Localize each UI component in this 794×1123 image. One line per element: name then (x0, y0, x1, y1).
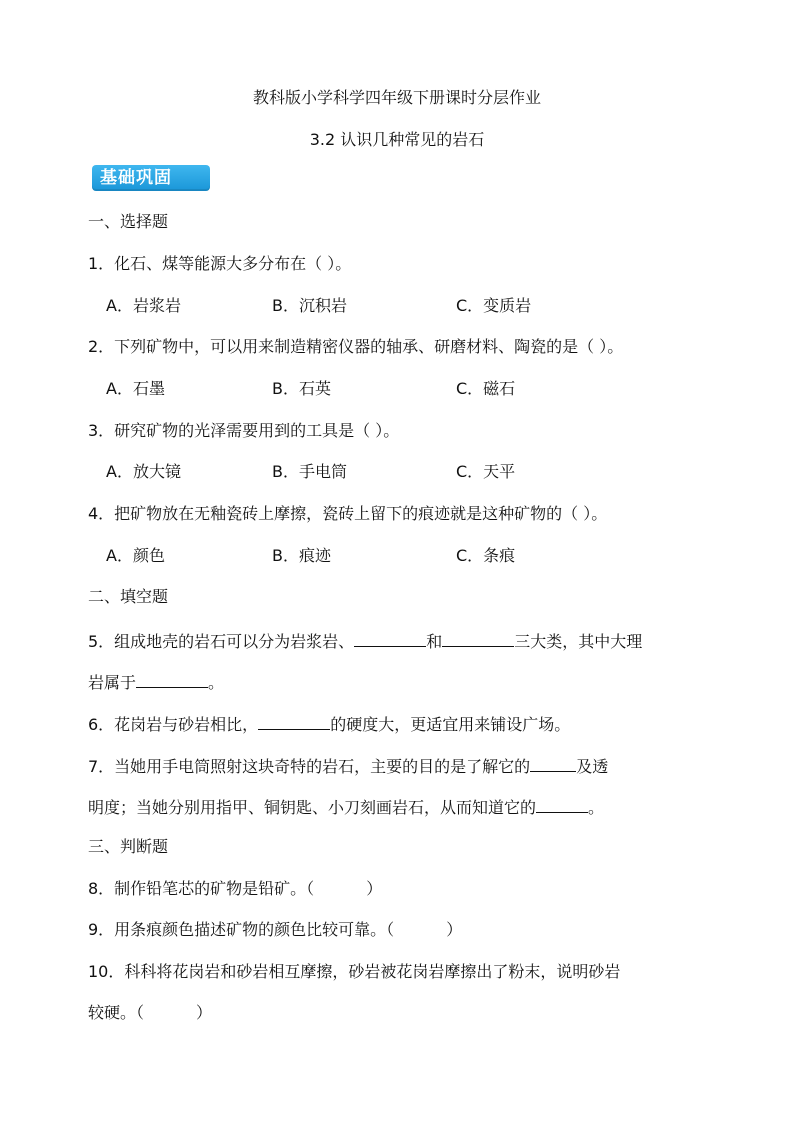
question-6 (88, 712, 570, 735)
q5-blank-1[interactable] (354, 629, 426, 647)
section-heading-choice: 一、选择题 (88, 212, 169, 231)
q5-text-5: 。 (208, 673, 225, 692)
question-1: 1．化石、煤等能源大多分布在（ ）。 (88, 254, 352, 273)
question-3: 3．研究矿物的光泽需要用到的工具是（ ）。 (88, 421, 400, 440)
q10-close-paren: ） (196, 1003, 213, 1022)
section-heading-judge: 三、判断题 (88, 837, 169, 856)
question-10-line-1: 10．科科将花岗岩和砂岩相互摩擦，砂岩被花岗岩摩擦出了粉末，说明砂岩 (88, 962, 621, 981)
q9-text: 9．用条痕颜色描述矿物的颜色比较可靠。（ (88, 920, 395, 939)
q2-option-a: A．石墨 (106, 379, 165, 398)
q7-text-4: 。 (588, 798, 605, 817)
question-7-line-2 (88, 795, 604, 818)
q5-text-4: 岩属于 (88, 673, 137, 692)
q5-blank-3[interactable] (136, 670, 208, 688)
section-heading-fill: 二、填空题 (88, 587, 169, 606)
q1-option-a: A．岩浆岩 (106, 296, 181, 315)
question-2: 2．下列矿物中，可以用来制造精密仪器的轴承、研磨材料、陶瓷的是（ ）。 (88, 337, 624, 356)
q8-text: 8．制作铅笔芯的矿物是铅矿。（ (88, 879, 315, 898)
q5-text-1: 5．组成地壳的岩石可以分为岩浆岩、 (88, 632, 355, 651)
q2-option-b: B．石英 (272, 379, 331, 398)
q9-close-paren: ） (446, 920, 463, 939)
q4-option-a: A．颜色 (106, 546, 165, 565)
question-7-line-1 (88, 754, 608, 777)
q5-text-2: 和 (426, 632, 443, 651)
q7-text-1: 7．当她用手电筒照射这块奇特的岩石，主要的目的是了解它的 (88, 757, 531, 776)
q4-option-c: C．条痕 (456, 546, 516, 565)
q5-text-3: 三大类，其中大理 (514, 632, 643, 651)
q1-option-b: B．沉积岩 (272, 296, 347, 315)
q4-option-b: B．痕迹 (272, 546, 331, 565)
q3-option-b: B．手电筒 (272, 462, 347, 481)
question-9 (88, 920, 462, 940)
q5-blank-2[interactable] (442, 629, 514, 647)
q1-option-c: C．变质岩 (456, 296, 532, 315)
q3-option-a: A．放大镜 (106, 462, 181, 481)
q7-text-2: 及透 (576, 757, 609, 776)
q6-text-2: 的硬度大，更适宜用来铺设广场。 (330, 715, 571, 734)
q6-text-1: 6．花岗岩与砂岩相比， (88, 715, 259, 734)
q8-close-paren: ） (366, 879, 383, 898)
section-badge: 基础巩固 (92, 165, 210, 191)
question-5-line-2 (88, 670, 224, 693)
q7-blank-2[interactable] (536, 795, 588, 813)
question-4: 4．把矿物放在无釉瓷砖上摩擦，瓷砖上留下的痕迹就是这种矿物的（ ）。 (88, 504, 608, 523)
question-5-line-1 (88, 629, 642, 652)
page-title: 教科版小学科学四年级下册课时分层作业 (252, 88, 541, 107)
q6-blank[interactable] (258, 712, 330, 730)
q3-option-c: C．天平 (456, 462, 516, 481)
question-8 (88, 879, 382, 899)
q2-option-c: C．磁石 (456, 379, 516, 398)
question-10-line-2 (88, 1003, 212, 1023)
lesson-subtitle: 3.2 认识几种常见的岩石 (309, 130, 485, 149)
q10-text: 较硬。（ (88, 1003, 145, 1022)
q7-blank-1[interactable] (530, 754, 576, 772)
q7-text-3: 明度；当她分别用指甲、铜钥匙、小刀刻画岩石，从而知道它的 (88, 798, 537, 817)
